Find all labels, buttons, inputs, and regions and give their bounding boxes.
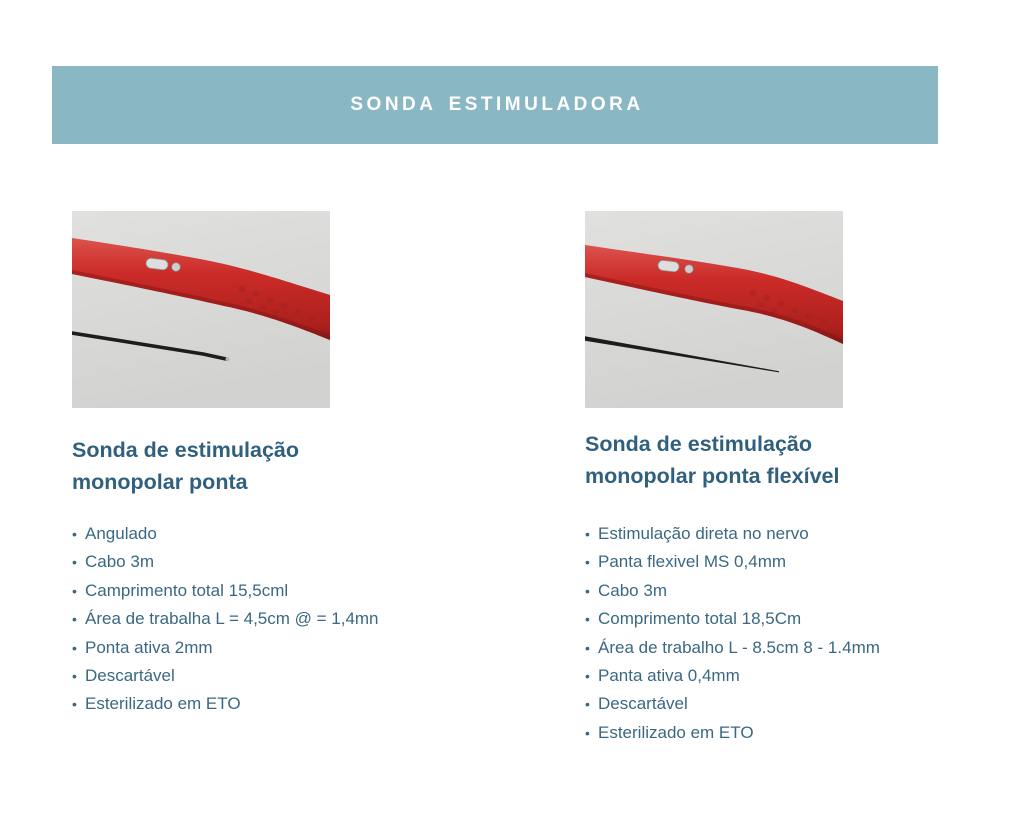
spec-text: Esterilizado em ETO xyxy=(85,694,241,714)
spec-item xyxy=(72,605,379,633)
spec-text: Área de trabalha L = 4,5cm @ = 1,4mn xyxy=(85,609,379,629)
bullet-icon xyxy=(72,578,85,605)
spec-item xyxy=(72,662,379,690)
spec-item xyxy=(585,690,880,718)
product-photo-angled-probe xyxy=(72,211,330,408)
bullet-icon xyxy=(585,635,598,662)
spec-text: Ponta ativa 2mm xyxy=(85,637,213,657)
bullet-icon xyxy=(72,691,85,718)
spec-item xyxy=(585,662,880,690)
spec-text: Cabo 3m xyxy=(598,580,667,600)
spec-list xyxy=(585,520,880,747)
product-title: Sonda de estimulação monopolar ponta xyxy=(72,438,300,494)
bullet-icon xyxy=(585,549,598,576)
spec-text: Cabo 3m xyxy=(85,552,154,572)
bullet-icon xyxy=(585,606,598,633)
spec-text: Panta ativa 0,4mm xyxy=(598,666,740,686)
spec-item xyxy=(72,634,379,662)
bullet-icon xyxy=(585,663,598,690)
spec-text: Panta flexivel MS 0,4mm xyxy=(598,552,787,572)
bullet-icon xyxy=(72,606,85,633)
spec-item xyxy=(585,520,880,548)
product-card-monopolar-ponta-flexivel xyxy=(585,211,945,771)
flexible-probe-illustration xyxy=(585,211,843,408)
bullet-icon xyxy=(585,521,598,548)
product-card-monopolar-ponta xyxy=(72,211,432,771)
spec-text: Estimulação direta no nervo xyxy=(598,524,809,543)
spec-item xyxy=(585,634,880,662)
spec-item xyxy=(72,520,379,548)
spec-text: Área de trabalho L - 8.5cm 8 - 1.4mm xyxy=(598,637,880,657)
spec-item xyxy=(585,548,880,576)
bullet-icon xyxy=(72,635,85,662)
spec-item xyxy=(585,605,880,633)
product-photo-flexible-probe xyxy=(585,211,843,408)
spec-item xyxy=(72,690,379,718)
spec-item xyxy=(585,719,880,747)
bullet-icon xyxy=(585,691,598,718)
bullet-icon xyxy=(585,720,598,747)
spec-text: Camprimento total 15,5cml xyxy=(85,580,289,600)
bullet-icon xyxy=(72,521,85,548)
spec-text: Descartável xyxy=(85,666,175,686)
spec-text: Descartável xyxy=(598,694,688,714)
section-banner xyxy=(52,66,938,144)
spec-text: Angulado xyxy=(85,524,157,543)
bullet-icon xyxy=(72,663,85,690)
angled-probe-illustration xyxy=(72,211,330,408)
spec-item xyxy=(585,577,880,605)
section-title: SONDA ESTIMULADORA xyxy=(350,94,644,115)
spec-item xyxy=(72,577,379,605)
product-title: Sonda de estimulação monopolar ponta flexível xyxy=(585,432,840,488)
spec-item xyxy=(72,548,379,576)
bullet-icon xyxy=(72,549,85,576)
bullet-icon xyxy=(585,578,598,605)
spec-text: Esterilizado em ETO xyxy=(598,722,754,742)
spec-list xyxy=(72,520,379,719)
spec-text: Comprimento total 18,5Cm xyxy=(598,609,802,629)
